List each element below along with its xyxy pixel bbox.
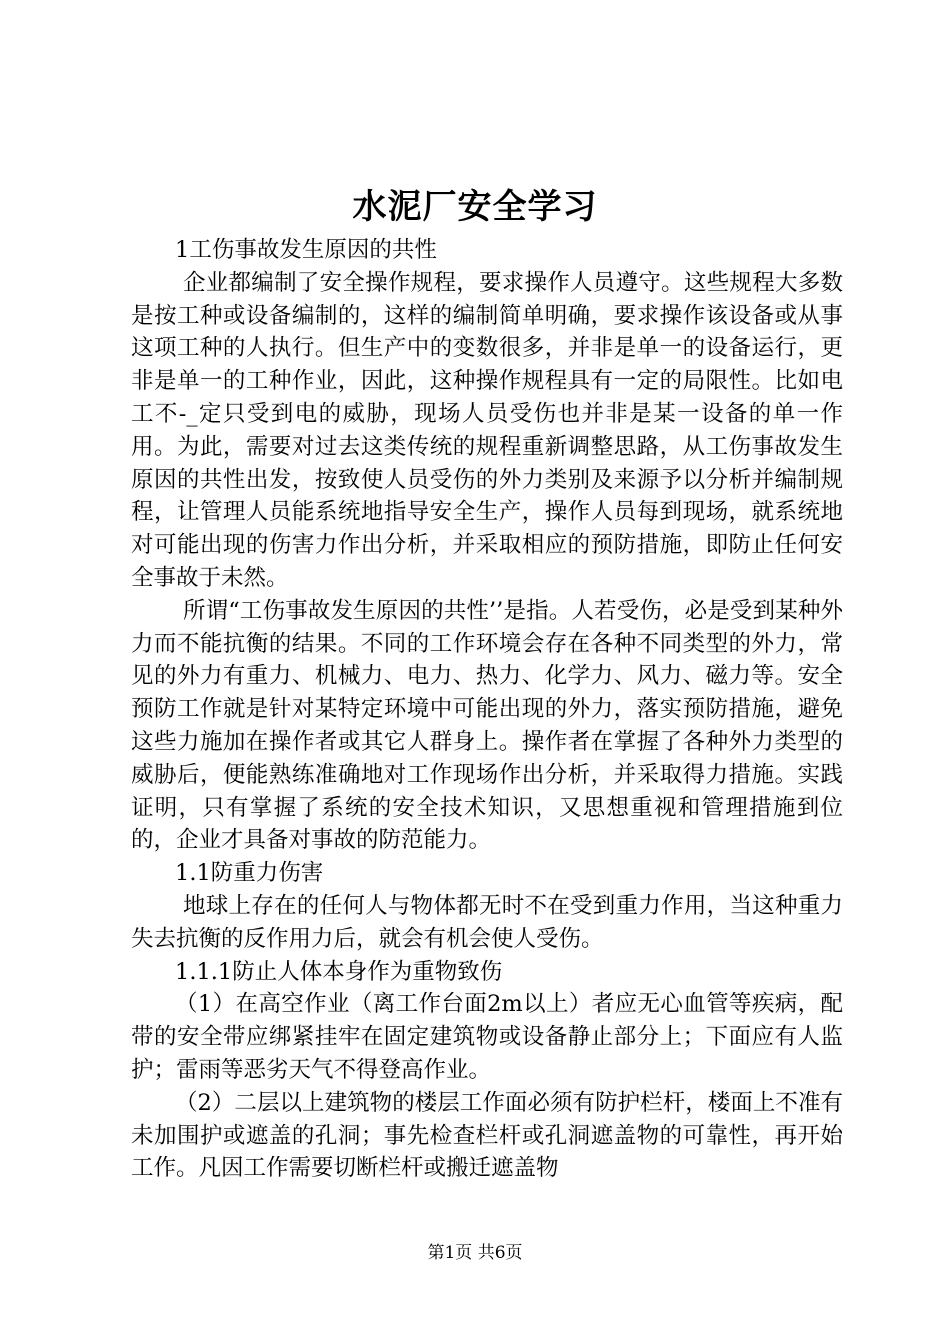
page-number: 第1页 共6页	[427, 1243, 523, 1263]
paragraph: 地球上存在的任何人与物体都无时不在受到重力作用，当这种重力失去抗衡的反作用力后，就会有机会使人受伤。	[131, 892, 843, 952]
paragraph: 企业都编制了安全操作规程，要求操作人员遵守。这些规程大多数是按工种或设备编制的，这样的编制简单明确，要求操作该设备或从事这项工种的人执行。但生产中的变数很多，并非是单一的设备运行，更非是单一的工种作业，因此，这种操作规程具有一定的局限性。比如电工不-_定只受到电的威胁，现场人员受伤也并非是某一设备的单一作用。为此，需要对过去这类传统的规程重新调整思路，从工伤事故发生原因的共性出发，按致使人员受伤的外力类别及来源予以分析并编制规程，让管理人员能系统地指导安全生产，操作人员每到现场，就系统地对可能出现的伤害力作出分析，并采取相应的预防措施，即防止任何安全事故于未然。	[131, 269, 843, 591]
subsection-heading: 1.1防重力伤害	[175, 860, 324, 887]
subsubsection-heading: 1.1.1防止人体本身作为重物致伤	[175, 958, 503, 985]
paragraph: （2）二层以上建筑物的楼层工作面必须有防护栏杆，楼面上不准有未加围护或遮盖的孔洞；事先检查栏杆或孔洞遮盖物的可靠性，再开始工作。凡因工作需要切断栏杆或搬迁遮盖物	[131, 1089, 843, 1182]
document-title: 水泥厂安全学习	[352, 187, 598, 227]
section-heading: 1工伤事故发生原因的共性	[175, 237, 437, 263]
paragraph: 所谓“工伤事故发生原因的共性’’是指。人若受伤，必是受到某种外力而不能抗衡的结果。不同的工作环境会存在各种不同类型的外力，常见的外力有重力、机械力、电力、热力、化学力、风力、磁力等。安全预防工作就是针对某特定环境中可能出现的外力，落实预防措施，避免这些力施加在操作者或其它人群身上。操作者在掌握了各种外力类型的威胁后，便能熟练准确地对工作现场作出分析，并采取得力措施。实践证明，只有掌握了系统的安全技术知识，又思想重视和管理措施到位的，企业才具备对事故的防范能力。	[131, 597, 843, 854]
paragraph: （1）在高空作业（离工作台面2m以上）者应无心血管等疾病，配带的安全带应绑紧挂牢在固定建筑物或设备静止部分上；下面应有人监护；雷雨等恶劣天气不得登高作业。	[131, 991, 843, 1083]
document-body	[131, 234, 843, 1185]
